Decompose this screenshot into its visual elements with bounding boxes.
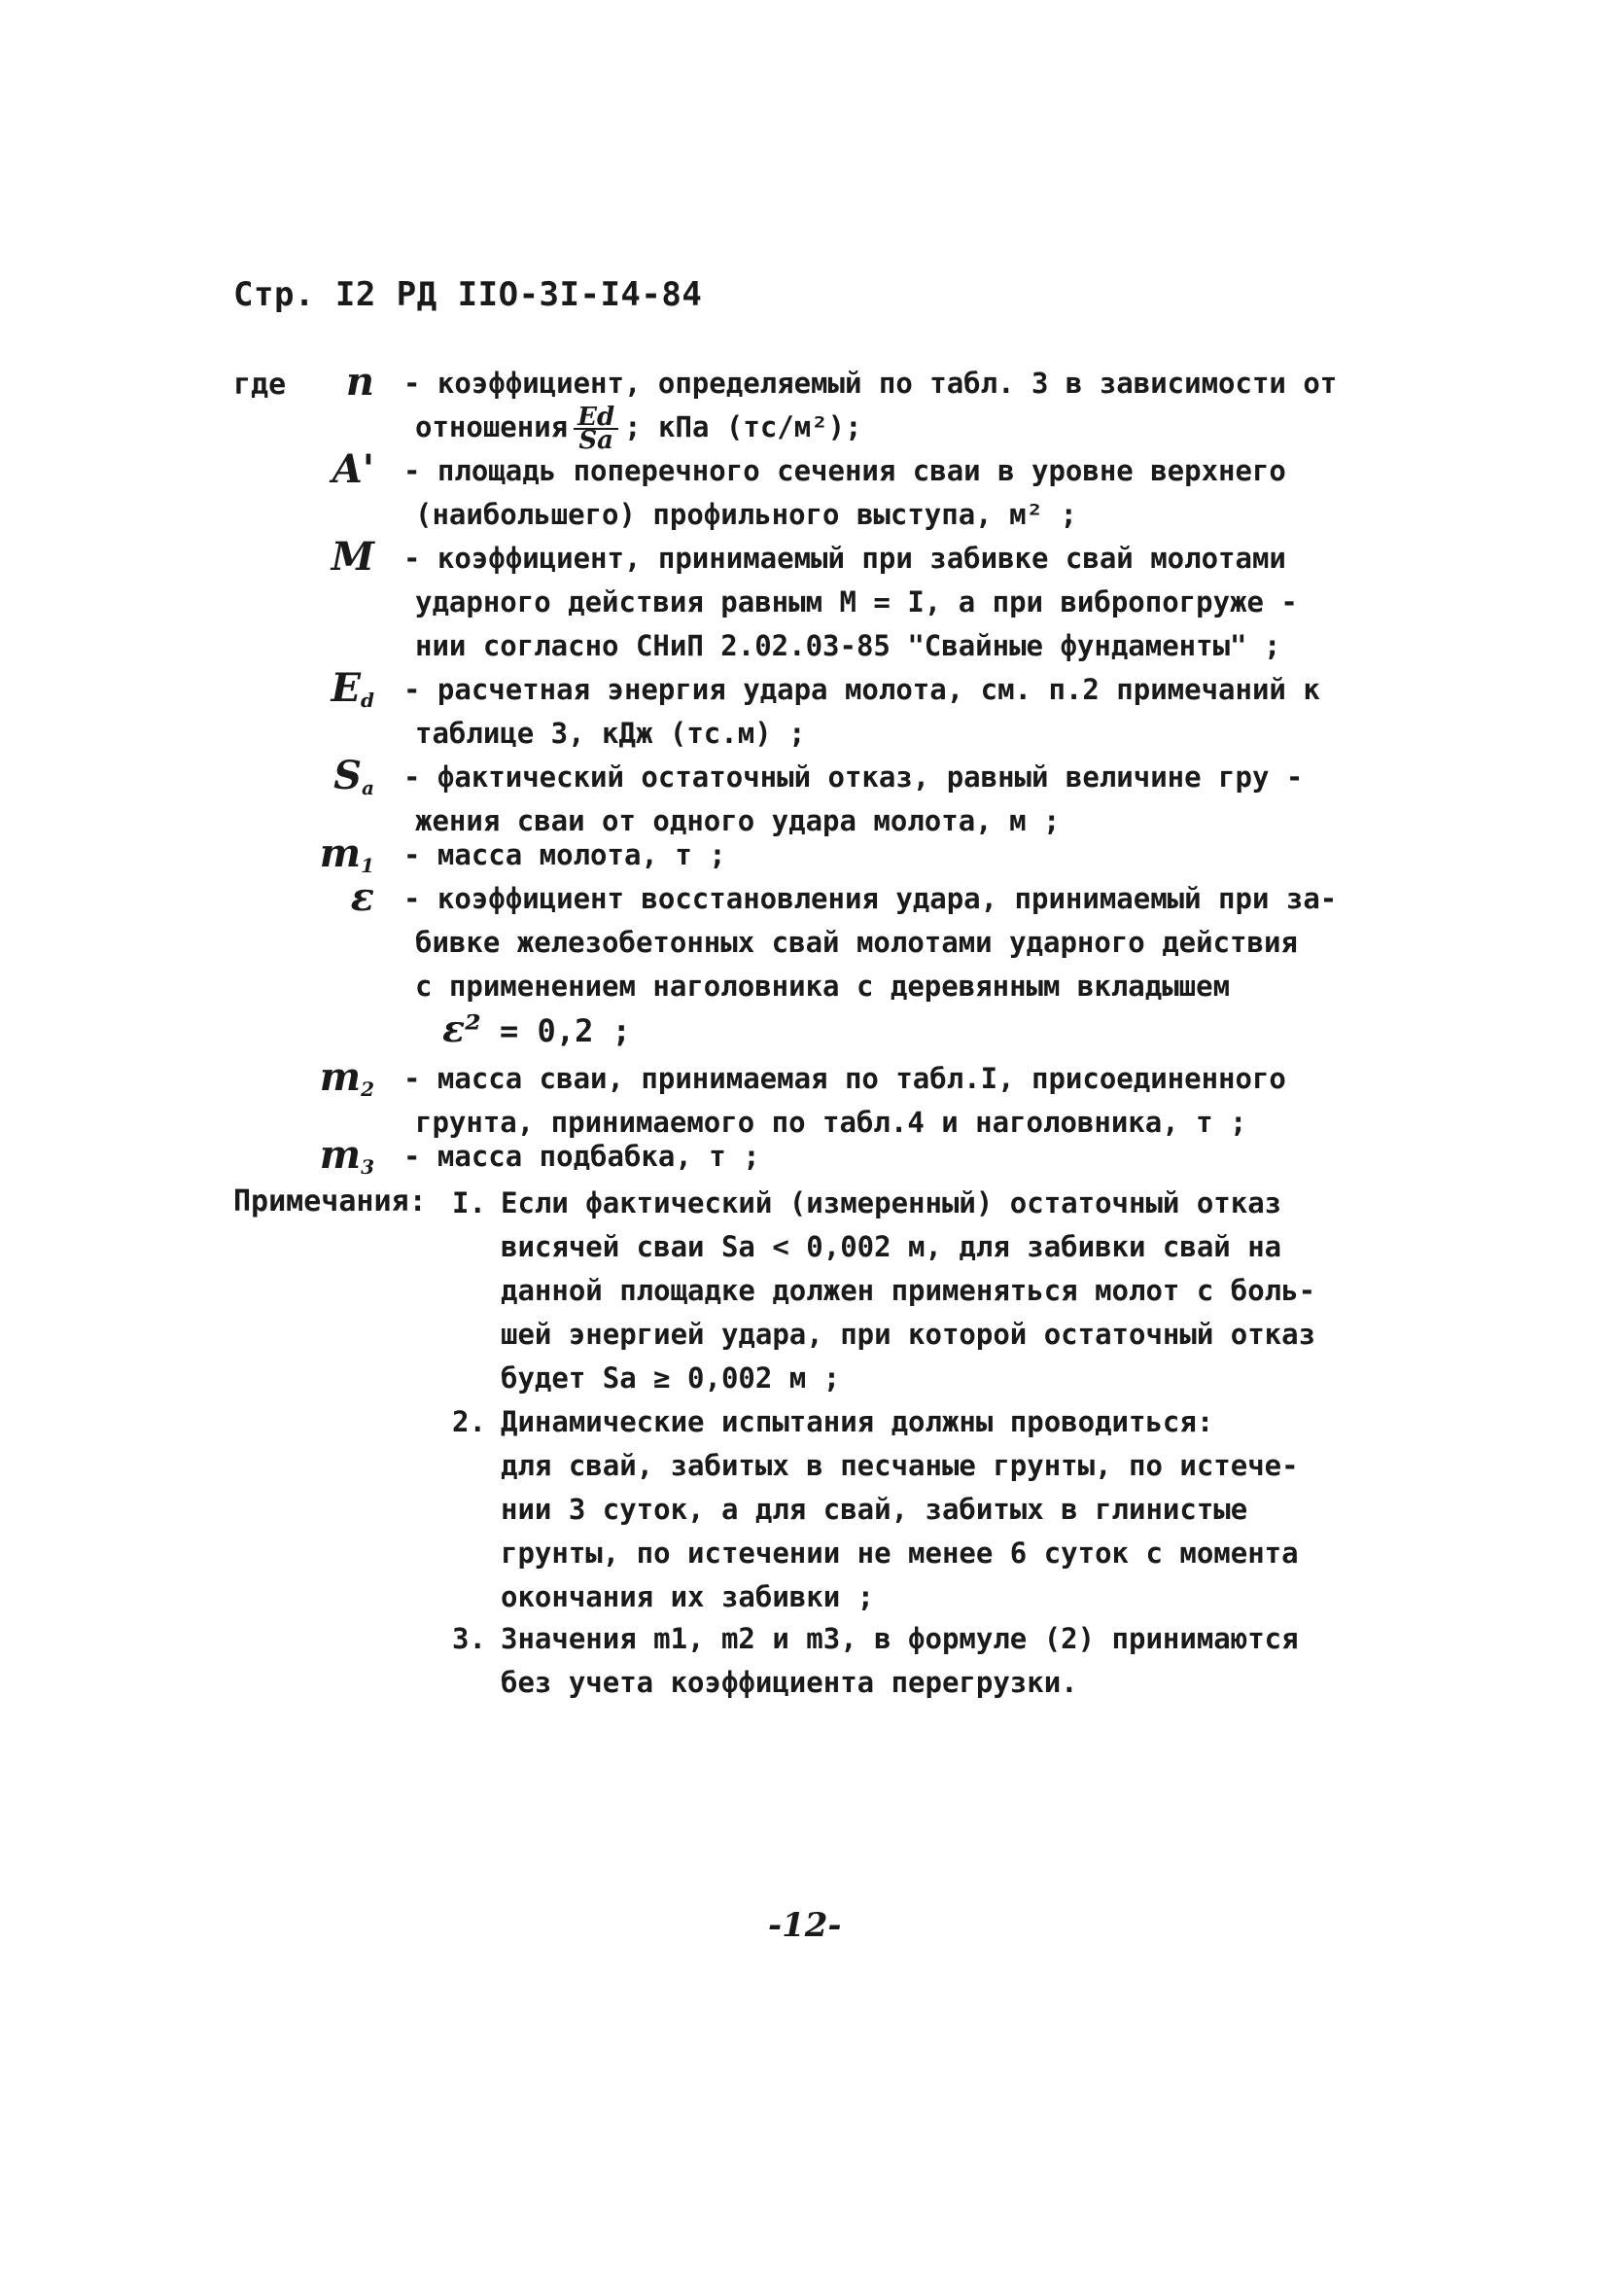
note-2-number: 2. <box>452 1405 486 1438</box>
note-3-line: без учета коэффициента перегрузки. <box>501 1666 1078 1699</box>
note-1-line: шей энергией удара, при которой остаточный отказ <box>501 1318 1316 1351</box>
definition-area-line1: - площадь поперечного сечения сваи в уровне верхнего <box>403 454 1286 487</box>
note-3-number: 3. <box>452 1622 486 1655</box>
ratio-prefix: отношения <box>415 410 569 443</box>
symbol-area: A' <box>332 446 374 492</box>
note-1 <box>452 1182 1376 1400</box>
definition-m-coef <box>403 537 1376 668</box>
intro-word: где <box>233 368 287 402</box>
note-1-line: висячей сваи Sa < 0,002 м, для забивки свай на <box>501 1230 1282 1263</box>
definition-n <box>403 362 1376 455</box>
note-2-line: для свай, забитых в песчаные грунты, по истече- <box>501 1449 1299 1482</box>
definition-n-line1: - коэффициент, определяемый по табл. 3 в зависимости от <box>403 367 1338 400</box>
ratio-suffix: ; кПа (тс/м²); <box>624 410 862 443</box>
definition-energy-line2: таблице 3, кДж (тс.м) ; <box>415 717 806 750</box>
symbol-m1-base: m <box>319 830 362 876</box>
notes-label: Примечания: <box>233 1184 427 1219</box>
note-2 <box>452 1400 1376 1619</box>
definition-m1 <box>403 833 1376 877</box>
definition-m2-line2: грунта, принимаемого по табл.4 и наголовника, т ; <box>415 1106 1247 1139</box>
page-header: Стр. I2 РД IIO-3I-I4-84 <box>233 275 703 314</box>
definition-energy-line1: - расчетная энергия удара молота, см. п.2 примечаний к <box>403 673 1320 706</box>
note-1-number: I. <box>452 1186 486 1219</box>
definition-m-coef-line3: нии согласно СНиП 2.02.03-85 "Свайные фундаменты" ; <box>415 629 1281 662</box>
definition-refusal <box>403 756 1376 843</box>
definition-refusal-line2: жения сваи от одного удара молота, м ; <box>415 804 1061 837</box>
fraction-denominator: Sa <box>578 426 613 455</box>
symbol-m3-base: m <box>319 1132 362 1178</box>
note-1-line: Если фактический (измеренный) остаточный отказ <box>501 1186 1282 1219</box>
symbol-m2-sub: 2 <box>361 1077 374 1101</box>
definition-n-line2 <box>403 403 1376 455</box>
symbol-n: n <box>345 359 374 405</box>
definition-area-line2: (наибольшего) профильного выступа, м² ; <box>415 498 1077 531</box>
symbol-epsilon: ε <box>350 874 374 920</box>
definition-refusal-line1: - фактический остаточный отказ, равный величине гру - <box>403 760 1304 794</box>
epsilon-squared: ε² <box>442 1007 481 1050</box>
definition-epsilon-line3: с применением наголовника с деревянным вкладышем <box>415 970 1231 1003</box>
symbol-energy <box>282 665 374 712</box>
symbol-energy-base: E <box>331 665 362 711</box>
definition-m2 <box>403 1057 1376 1145</box>
symbol-m3 <box>282 1132 374 1179</box>
definition-m-coef-line2: ударного действия равным М = I, а при вибропогруже - <box>415 585 1298 618</box>
note-2-line: Динамические испытания должны проводиться: <box>501 1405 1214 1438</box>
symbol-refusal <box>282 753 374 799</box>
definition-energy <box>403 668 1376 756</box>
symbol-m3-sub: 3 <box>361 1155 374 1179</box>
definition-m3-line1: - масса подбабка, т ; <box>403 1140 760 1173</box>
symbol-refusal-base: S <box>333 753 363 798</box>
definition-m1-line1: - масса молота, т ; <box>403 838 726 871</box>
note-3 <box>452 1617 1376 1705</box>
epsilon-value <box>442 1007 631 1050</box>
definition-m2-line1: - масса сваи, принимаемая по табл.I, присоединенного <box>403 1062 1286 1095</box>
note-2-line: окончания их забивки ; <box>501 1580 875 1613</box>
epsilon-value-text: = 0,2 ; <box>500 1012 631 1049</box>
symbol-m-coef: M <box>331 534 374 580</box>
fraction-numerator: Ed <box>574 406 618 430</box>
note-1-line: будет Sa ≥ 0,002 м ; <box>501 1361 841 1395</box>
definition-area <box>403 449 1376 537</box>
symbol-m1-sub: 1 <box>361 854 374 877</box>
definition-epsilon <box>403 877 1376 1008</box>
symbol-m1 <box>282 830 374 877</box>
ratio-fraction <box>574 403 618 455</box>
definition-epsilon-line2: бивке железобетонных свай молотами ударного действия <box>415 926 1298 959</box>
page-number: -12- <box>768 1906 842 1945</box>
symbol-m2-base: m <box>319 1054 362 1100</box>
symbol-m2 <box>282 1054 374 1101</box>
definition-epsilon-line1: - коэффициент восстановления удара, принимаемый при за- <box>403 882 1338 915</box>
note-2-line: грунты, по истечении не менее 6 суток с момента <box>501 1537 1299 1570</box>
definition-m-coef-line1: - коэффициент, принимаемый при забивке свай молотами <box>403 542 1286 575</box>
symbol-energy-sub: d <box>361 689 374 712</box>
note-2-line: нии 3 суток, а для свай, забитых в глинистые <box>501 1493 1248 1526</box>
symbol-refusal-sub: a <box>362 776 374 799</box>
note-3-line: Значения m1, m2 и m3, в формуле (2) принимаются <box>501 1622 1299 1655</box>
note-1-line: данной площадке должен применяться молот с боль- <box>501 1274 1316 1307</box>
definition-m3 <box>403 1135 1376 1179</box>
